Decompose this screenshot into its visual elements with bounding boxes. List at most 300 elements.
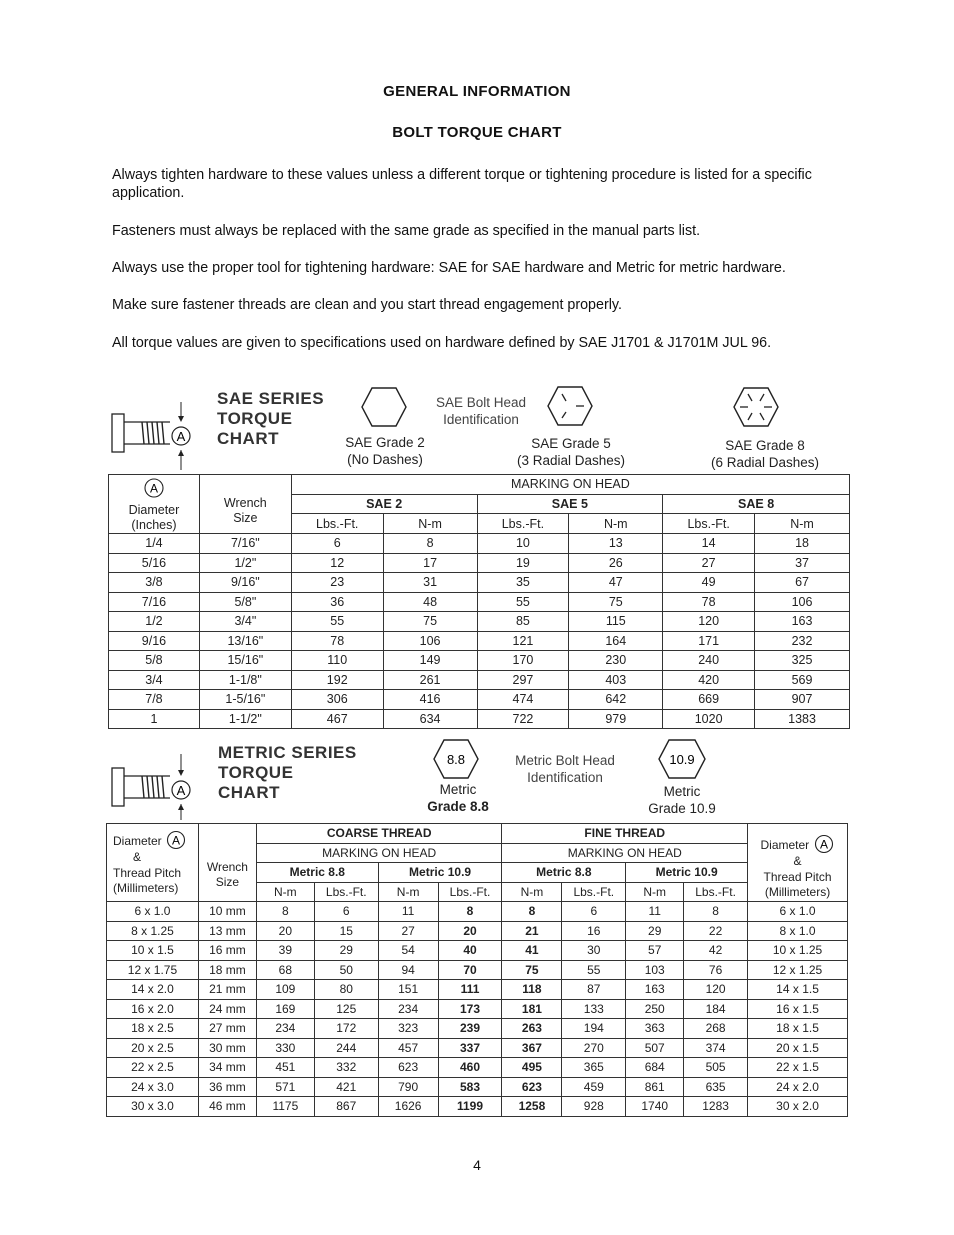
hex-head-grade2-icon bbox=[360, 386, 408, 428]
table-cell: 120 bbox=[663, 612, 755, 632]
table-cell: 10 x 1.5 bbox=[107, 941, 199, 961]
page-number: 4 bbox=[473, 1157, 481, 1173]
table-cell: 367 bbox=[502, 1038, 562, 1058]
table-cell: 474 bbox=[477, 690, 569, 710]
table-cell: 323 bbox=[378, 1019, 438, 1039]
table-cell: 1/2" bbox=[199, 553, 291, 573]
table-cell: 571 bbox=[256, 1077, 314, 1097]
table-cell: 861 bbox=[626, 1077, 684, 1097]
table-cell: 5/8" bbox=[199, 592, 291, 612]
table-cell: 48 bbox=[383, 592, 477, 612]
table-cell: 41 bbox=[502, 941, 562, 961]
sae-ident-line2: Identification bbox=[443, 412, 519, 427]
table-cell: 374 bbox=[684, 1038, 748, 1058]
table-row bbox=[107, 1019, 848, 1039]
table-row bbox=[109, 553, 850, 573]
table-cell: 7/8 bbox=[109, 690, 200, 710]
table-row bbox=[107, 921, 848, 941]
table-cell: 505 bbox=[684, 1058, 748, 1078]
table-cell: 1175 bbox=[256, 1097, 314, 1117]
table-cell: 12 bbox=[291, 553, 383, 573]
table-row bbox=[109, 631, 850, 651]
table-cell: 270 bbox=[562, 1038, 626, 1058]
sub-header: N-m bbox=[502, 882, 562, 902]
table-cell: 623 bbox=[378, 1058, 438, 1078]
table-cell: 75 bbox=[569, 592, 663, 612]
table-cell: 234 bbox=[256, 1019, 314, 1039]
table-cell: 14 bbox=[663, 534, 755, 554]
sae2-header: SAE 2 bbox=[291, 494, 477, 514]
table-cell: 22 bbox=[684, 921, 748, 941]
table-cell: 18 bbox=[755, 534, 850, 554]
table-cell: 19 bbox=[477, 553, 569, 573]
table-cell: 57 bbox=[626, 941, 684, 961]
table-row bbox=[109, 690, 850, 710]
table-cell: 9/16 bbox=[109, 631, 200, 651]
table-cell: 867 bbox=[314, 1097, 378, 1117]
table-cell: 459 bbox=[562, 1077, 626, 1097]
table-cell: 6 bbox=[291, 534, 383, 554]
table-row bbox=[109, 534, 850, 554]
table-cell: 363 bbox=[626, 1019, 684, 1039]
svg-text:10.9: 10.9 bbox=[669, 752, 695, 767]
table-cell: 13 mm bbox=[198, 921, 256, 941]
table-cell: 8 bbox=[438, 902, 502, 922]
table-row bbox=[109, 612, 850, 632]
table-cell: 5/16 bbox=[109, 553, 200, 573]
bolt-diagram-icon bbox=[108, 400, 196, 472]
sae8-header: SAE 8 bbox=[663, 494, 850, 514]
table-cell: 8 bbox=[684, 902, 748, 922]
page-subtitle: BOLT TORQUE CHART bbox=[392, 124, 562, 141]
table-cell: 1626 bbox=[378, 1097, 438, 1117]
sae-col-wrench-header: Wrench Size bbox=[199, 475, 291, 534]
table-cell: 171 bbox=[663, 631, 755, 651]
table-cell: 332 bbox=[314, 1058, 378, 1078]
table-cell: 507 bbox=[626, 1038, 684, 1058]
table-cell: 67 bbox=[755, 573, 850, 593]
sub-header: N-m bbox=[256, 882, 314, 902]
paragraph-5: All torque values are given to specifications used on hardware defined by SAE J1701 & J1701M JUL 96. bbox=[112, 335, 772, 351]
table-cell: 11 bbox=[626, 902, 684, 922]
table-cell: 163 bbox=[755, 612, 850, 632]
sae-inches-label: (Inches) bbox=[131, 518, 177, 532]
table-cell: 7/16" bbox=[199, 534, 291, 554]
table-cell: 47 bbox=[569, 573, 663, 593]
table-cell: 27 bbox=[663, 553, 755, 573]
table-cell: 297 bbox=[477, 670, 569, 690]
sub-header: Lbs.-Ft. bbox=[314, 882, 378, 902]
table-cell: 8 bbox=[256, 902, 314, 922]
table-cell: 151 bbox=[378, 980, 438, 1000]
table-cell: 3/4 bbox=[109, 670, 200, 690]
table-cell: 50 bbox=[314, 960, 378, 980]
table-cell: 194 bbox=[562, 1019, 626, 1039]
table-cell: 149 bbox=[383, 651, 477, 671]
table-cell: 34 mm bbox=[198, 1058, 256, 1078]
svg-text:8.8: 8.8 bbox=[446, 752, 466, 767]
table-cell: 24 x 3.0 bbox=[107, 1077, 199, 1097]
table-cell: 232 bbox=[755, 631, 850, 651]
table-cell: 109 bbox=[256, 980, 314, 1000]
table-cell: 10 x 1.25 bbox=[748, 941, 848, 961]
table-cell: 6 x 1.0 bbox=[748, 902, 848, 922]
table-cell: 1 bbox=[109, 709, 200, 729]
table-cell: 642 bbox=[569, 690, 663, 710]
sae-grade2-line2: (No Dashes) bbox=[347, 452, 423, 467]
table-cell: 18 x 2.5 bbox=[107, 1019, 199, 1039]
table-cell: 75 bbox=[383, 612, 477, 632]
metric-ident-line2: Identification bbox=[527, 770, 603, 785]
table-cell: 8 bbox=[502, 902, 562, 922]
table-cell: 6 x 1.0 bbox=[107, 902, 199, 922]
table-cell: 115 bbox=[569, 612, 663, 632]
table-cell: 181 bbox=[502, 999, 562, 1019]
table-cell: 460 bbox=[438, 1058, 502, 1078]
table-cell: 9/16" bbox=[199, 573, 291, 593]
table-cell: 722 bbox=[477, 709, 569, 729]
table-cell: 635 bbox=[684, 1077, 748, 1097]
table-cell: 457 bbox=[378, 1038, 438, 1058]
sae-grade5-line1: SAE Grade 5 bbox=[531, 436, 611, 451]
table-cell: 103 bbox=[626, 960, 684, 980]
table-cell: 13 bbox=[569, 534, 663, 554]
table-cell: 240 bbox=[663, 651, 755, 671]
table-cell: 6 bbox=[562, 902, 626, 922]
svg-text:A: A bbox=[172, 833, 181, 848]
sub-header: Lbs.-Ft. bbox=[663, 514, 755, 534]
table-cell: 1020 bbox=[663, 709, 755, 729]
sae-title-line3: CHART bbox=[217, 429, 279, 448]
paragraph-3: Always use the proper tool for tightening hardware: SAE for SAE hardware and Metric for metric hardware. bbox=[112, 260, 786, 276]
table-cell: 1283 bbox=[684, 1097, 748, 1117]
table-cell: 30 x 2.0 bbox=[748, 1097, 848, 1117]
table-cell: 1-5/16" bbox=[199, 690, 291, 710]
table-cell: 55 bbox=[291, 612, 383, 632]
table-cell: 18 mm bbox=[198, 960, 256, 980]
metric-ident-line1: Metric Bolt Head bbox=[515, 753, 615, 768]
table-row bbox=[107, 999, 848, 1019]
table-cell: 163 bbox=[626, 980, 684, 1000]
paragraph-2: Fasteners must always be replaced with the same grade as specified in the manual parts list. bbox=[112, 223, 701, 239]
metric-col-pitch-header: Diameter A & Thread Pitch (Millimeters) bbox=[748, 824, 848, 902]
fine-metric88-header: Metric 8.8 bbox=[502, 863, 626, 883]
table-cell: 421 bbox=[314, 1077, 378, 1097]
table-cell: 17 bbox=[383, 553, 477, 573]
table-cell: 37 bbox=[755, 553, 850, 573]
table-cell: 495 bbox=[502, 1058, 562, 1078]
table-cell: 21 bbox=[502, 921, 562, 941]
page-title: GENERAL INFORMATION bbox=[383, 83, 571, 100]
paragraph-4: Make sure fastener threads are clean and you start thread engagement properly. bbox=[112, 297, 622, 313]
table-cell: 14 x 1.5 bbox=[748, 980, 848, 1000]
sub-header: Lbs.-Ft. bbox=[477, 514, 569, 534]
table-cell: 118 bbox=[502, 980, 562, 1000]
metric-title-line2: TORQUE bbox=[218, 763, 294, 782]
table-row bbox=[107, 960, 848, 980]
table-cell: 36 bbox=[291, 592, 383, 612]
bolt-diagram-icon bbox=[108, 754, 196, 826]
table-cell: 16 bbox=[562, 921, 626, 941]
table-cell: 11 bbox=[378, 902, 438, 922]
bolt-label: A bbox=[176, 783, 186, 798]
table-cell: 55 bbox=[562, 960, 626, 980]
table-cell: 928 bbox=[562, 1097, 626, 1117]
hex-head-grade8-icon bbox=[732, 386, 780, 428]
table-cell: 85 bbox=[477, 612, 569, 632]
table-cell: 172 bbox=[314, 1019, 378, 1039]
table-cell: 7/16 bbox=[109, 592, 200, 612]
table-cell: 120 bbox=[684, 980, 748, 1000]
table-cell: 684 bbox=[626, 1058, 684, 1078]
sae-marking-header: MARKING ON HEAD bbox=[291, 475, 849, 495]
table-cell: 75 bbox=[502, 960, 562, 980]
sae-grade8-line2: (6 Radial Dashes) bbox=[710, 455, 820, 470]
table-cell: 261 bbox=[383, 670, 477, 690]
paragraph-1: Always tighten hardware to these values unless a different torque or tightening procedure is listed for a specific application. bbox=[112, 167, 812, 201]
table-cell: 70 bbox=[438, 960, 502, 980]
sae5-header: SAE 5 bbox=[477, 494, 663, 514]
table-cell: 330 bbox=[256, 1038, 314, 1058]
table-cell: 170 bbox=[477, 651, 569, 671]
table-cell: 623 bbox=[502, 1077, 562, 1097]
table-cell: 27 bbox=[378, 921, 438, 941]
sae-grade2-line1: SAE Grade 2 bbox=[345, 435, 425, 450]
table-cell: 20 x 1.5 bbox=[748, 1038, 848, 1058]
hex-head-8-8-icon bbox=[432, 738, 480, 780]
table-cell: 29 bbox=[626, 921, 684, 941]
table-cell: 268 bbox=[684, 1019, 748, 1039]
table-cell: 39 bbox=[256, 941, 314, 961]
table-cell: 46 mm bbox=[198, 1097, 256, 1117]
sae-col-diameter-header bbox=[109, 475, 200, 534]
hex-head-10-9-icon bbox=[657, 738, 707, 780]
table-cell: 23 bbox=[291, 573, 383, 593]
table-row bbox=[109, 592, 850, 612]
table-cell: 68 bbox=[256, 960, 314, 980]
sae-title-line2: TORQUE bbox=[217, 409, 293, 428]
table-cell: 1199 bbox=[438, 1097, 502, 1117]
sub-header: N-m bbox=[378, 882, 438, 902]
sae-torque-table bbox=[108, 474, 850, 729]
sae-ident-line1: SAE Bolt Head bbox=[435, 395, 527, 410]
metric-title-line3: CHART bbox=[218, 783, 280, 802]
table-cell: 16 mm bbox=[198, 941, 256, 961]
table-cell: 1383 bbox=[755, 709, 850, 729]
table-cell: 30 mm bbox=[198, 1038, 256, 1058]
table-cell: 451 bbox=[256, 1058, 314, 1078]
table-cell: 164 bbox=[569, 631, 663, 651]
table-cell: 87 bbox=[562, 980, 626, 1000]
table-cell: 29 bbox=[314, 941, 378, 961]
table-cell: 94 bbox=[378, 960, 438, 980]
table-cell: 16 x 1.5 bbox=[748, 999, 848, 1019]
table-cell: 15/16" bbox=[199, 651, 291, 671]
sae-diameter-label: Diameter bbox=[128, 503, 180, 517]
table-cell: 669 bbox=[663, 690, 755, 710]
table-cell: 169 bbox=[256, 999, 314, 1019]
table-cell: 10 mm bbox=[198, 902, 256, 922]
table-cell: 569 bbox=[755, 670, 850, 690]
coarse-thread-header: COARSE THREAD bbox=[256, 824, 502, 844]
sae-grade5-line2: (3 Radial Dashes) bbox=[516, 453, 626, 468]
table-cell: 111 bbox=[438, 980, 502, 1000]
sae-grade8-line1: SAE Grade 8 bbox=[725, 438, 805, 453]
table-cell: 125 bbox=[314, 999, 378, 1019]
table-cell: 1/2 bbox=[109, 612, 200, 632]
coarse-metric109-header: Metric 10.9 bbox=[378, 863, 502, 883]
table-cell: 467 bbox=[291, 709, 383, 729]
fine-marking-header: MARKING ON HEAD bbox=[502, 843, 748, 863]
table-cell: 78 bbox=[663, 592, 755, 612]
coarse-marking-header: MARKING ON HEAD bbox=[256, 843, 502, 863]
table-cell: 5/8 bbox=[109, 651, 200, 671]
table-cell: 20 bbox=[256, 921, 314, 941]
diameter-a-icon bbox=[143, 477, 165, 499]
table-cell: 24 mm bbox=[198, 999, 256, 1019]
table-cell: 173 bbox=[438, 999, 502, 1019]
table-cell: 10 bbox=[477, 534, 569, 554]
table-cell: 31 bbox=[383, 573, 477, 593]
table-cell: 184 bbox=[684, 999, 748, 1019]
table-row bbox=[109, 573, 850, 593]
table-cell: 907 bbox=[755, 690, 850, 710]
metric-grade109-line1: Metric bbox=[663, 784, 701, 799]
table-cell: 192 bbox=[291, 670, 383, 690]
sub-header: Lbs.-Ft. bbox=[438, 882, 502, 902]
table-row bbox=[107, 1058, 848, 1078]
table-cell: 36 mm bbox=[198, 1077, 256, 1097]
table-cell: 42 bbox=[684, 941, 748, 961]
table-cell: 15 bbox=[314, 921, 378, 941]
table-cell: 3/4" bbox=[199, 612, 291, 632]
bolt-label: A bbox=[176, 429, 186, 444]
coarse-metric88-header: Metric 8.8 bbox=[256, 863, 378, 883]
table-row bbox=[109, 670, 850, 690]
table-row bbox=[107, 941, 848, 961]
table-cell: 250 bbox=[626, 999, 684, 1019]
table-row bbox=[109, 709, 850, 729]
table-cell: 337 bbox=[438, 1038, 502, 1058]
metric-col-diameter-header: Diameter A & Thread Pitch (Millimeters) bbox=[107, 824, 199, 902]
table-cell: 1/4 bbox=[109, 534, 200, 554]
diameter-a-icon bbox=[813, 834, 835, 854]
table-cell: 234 bbox=[378, 999, 438, 1019]
sub-header: Lbs.-Ft. bbox=[684, 882, 748, 902]
sub-header: N-m bbox=[755, 514, 850, 534]
table-cell: 979 bbox=[569, 709, 663, 729]
table-cell: 6 bbox=[314, 902, 378, 922]
table-cell: 230 bbox=[569, 651, 663, 671]
table-cell: 20 x 2.5 bbox=[107, 1038, 199, 1058]
table-cell: 55 bbox=[477, 592, 569, 612]
table-row bbox=[107, 980, 848, 1000]
sub-header: N-m bbox=[383, 514, 477, 534]
table-cell: 8 x 1.0 bbox=[748, 921, 848, 941]
table-cell: 133 bbox=[562, 999, 626, 1019]
table-row bbox=[107, 1077, 848, 1097]
sub-header: Lbs.-Ft. bbox=[562, 882, 626, 902]
metric-torque-table bbox=[106, 823, 848, 1117]
table-cell: 54 bbox=[378, 941, 438, 961]
fine-thread-header: FINE THREAD bbox=[502, 824, 748, 844]
hex-head-grade5-icon bbox=[546, 385, 594, 427]
metric-col-wrench-header: Wrench Size bbox=[198, 824, 256, 902]
metric-grade88-line1: Metric bbox=[439, 782, 477, 797]
table-cell: 263 bbox=[502, 1019, 562, 1039]
table-cell: 106 bbox=[755, 592, 850, 612]
table-cell: 35 bbox=[477, 573, 569, 593]
table-cell: 325 bbox=[755, 651, 850, 671]
table-cell: 14 x 2.0 bbox=[107, 980, 199, 1000]
table-cell: 20 bbox=[438, 921, 502, 941]
table-cell: 1-1/8" bbox=[199, 670, 291, 690]
table-cell: 634 bbox=[383, 709, 477, 729]
table-cell: 30 x 3.0 bbox=[107, 1097, 199, 1117]
table-cell: 110 bbox=[291, 651, 383, 671]
table-cell: 1258 bbox=[502, 1097, 562, 1117]
table-cell: 18 x 1.5 bbox=[748, 1019, 848, 1039]
table-cell: 8 x 1.25 bbox=[107, 921, 199, 941]
table-row bbox=[107, 1097, 848, 1117]
table-row bbox=[109, 651, 850, 671]
table-cell: 239 bbox=[438, 1019, 502, 1039]
table-cell: 22 x 1.5 bbox=[748, 1058, 848, 1078]
table-cell: 30 bbox=[562, 941, 626, 961]
table-row bbox=[107, 902, 848, 922]
sub-header: Lbs.-Ft. bbox=[291, 514, 383, 534]
table-cell: 24 x 2.0 bbox=[748, 1077, 848, 1097]
table-cell: 78 bbox=[291, 631, 383, 651]
diameter-a-icon bbox=[165, 830, 187, 850]
table-cell: 21 mm bbox=[198, 980, 256, 1000]
metric-grade88-line2: Grade 8.8 bbox=[427, 799, 489, 814]
fine-metric109-header: Metric 10.9 bbox=[626, 863, 748, 883]
table-cell: 13/16" bbox=[199, 631, 291, 651]
table-cell: 8 bbox=[383, 534, 477, 554]
table-cell: 1740 bbox=[626, 1097, 684, 1117]
table-cell: 1-1/2" bbox=[199, 709, 291, 729]
table-cell: 365 bbox=[562, 1058, 626, 1078]
table-cell: 790 bbox=[378, 1077, 438, 1097]
table-cell: 416 bbox=[383, 690, 477, 710]
table-cell: 403 bbox=[569, 670, 663, 690]
sub-header: N-m bbox=[626, 882, 684, 902]
table-cell: 121 bbox=[477, 631, 569, 651]
table-row bbox=[107, 1038, 848, 1058]
sub-header: N-m bbox=[569, 514, 663, 534]
table-cell: 26 bbox=[569, 553, 663, 573]
table-cell: 40 bbox=[438, 941, 502, 961]
sae-title-line1: SAE SERIES bbox=[217, 389, 325, 408]
table-cell: 420 bbox=[663, 670, 755, 690]
table-cell: 12 x 1.75 bbox=[107, 960, 199, 980]
table-cell: 16 x 2.0 bbox=[107, 999, 199, 1019]
table-cell: 244 bbox=[314, 1038, 378, 1058]
table-cell: 12 x 1.25 bbox=[748, 960, 848, 980]
table-cell: 49 bbox=[663, 573, 755, 593]
metric-grade109-line2: Grade 10.9 bbox=[648, 801, 716, 816]
table-cell: 76 bbox=[684, 960, 748, 980]
table-cell: 22 x 2.5 bbox=[107, 1058, 199, 1078]
svg-text:A: A bbox=[149, 481, 158, 496]
table-cell: 106 bbox=[383, 631, 477, 651]
table-cell: 27 mm bbox=[198, 1019, 256, 1039]
table-cell: 583 bbox=[438, 1077, 502, 1097]
metric-title-line1: METRIC SERIES bbox=[218, 743, 357, 762]
table-cell: 306 bbox=[291, 690, 383, 710]
table-cell: 3/8 bbox=[109, 573, 200, 593]
